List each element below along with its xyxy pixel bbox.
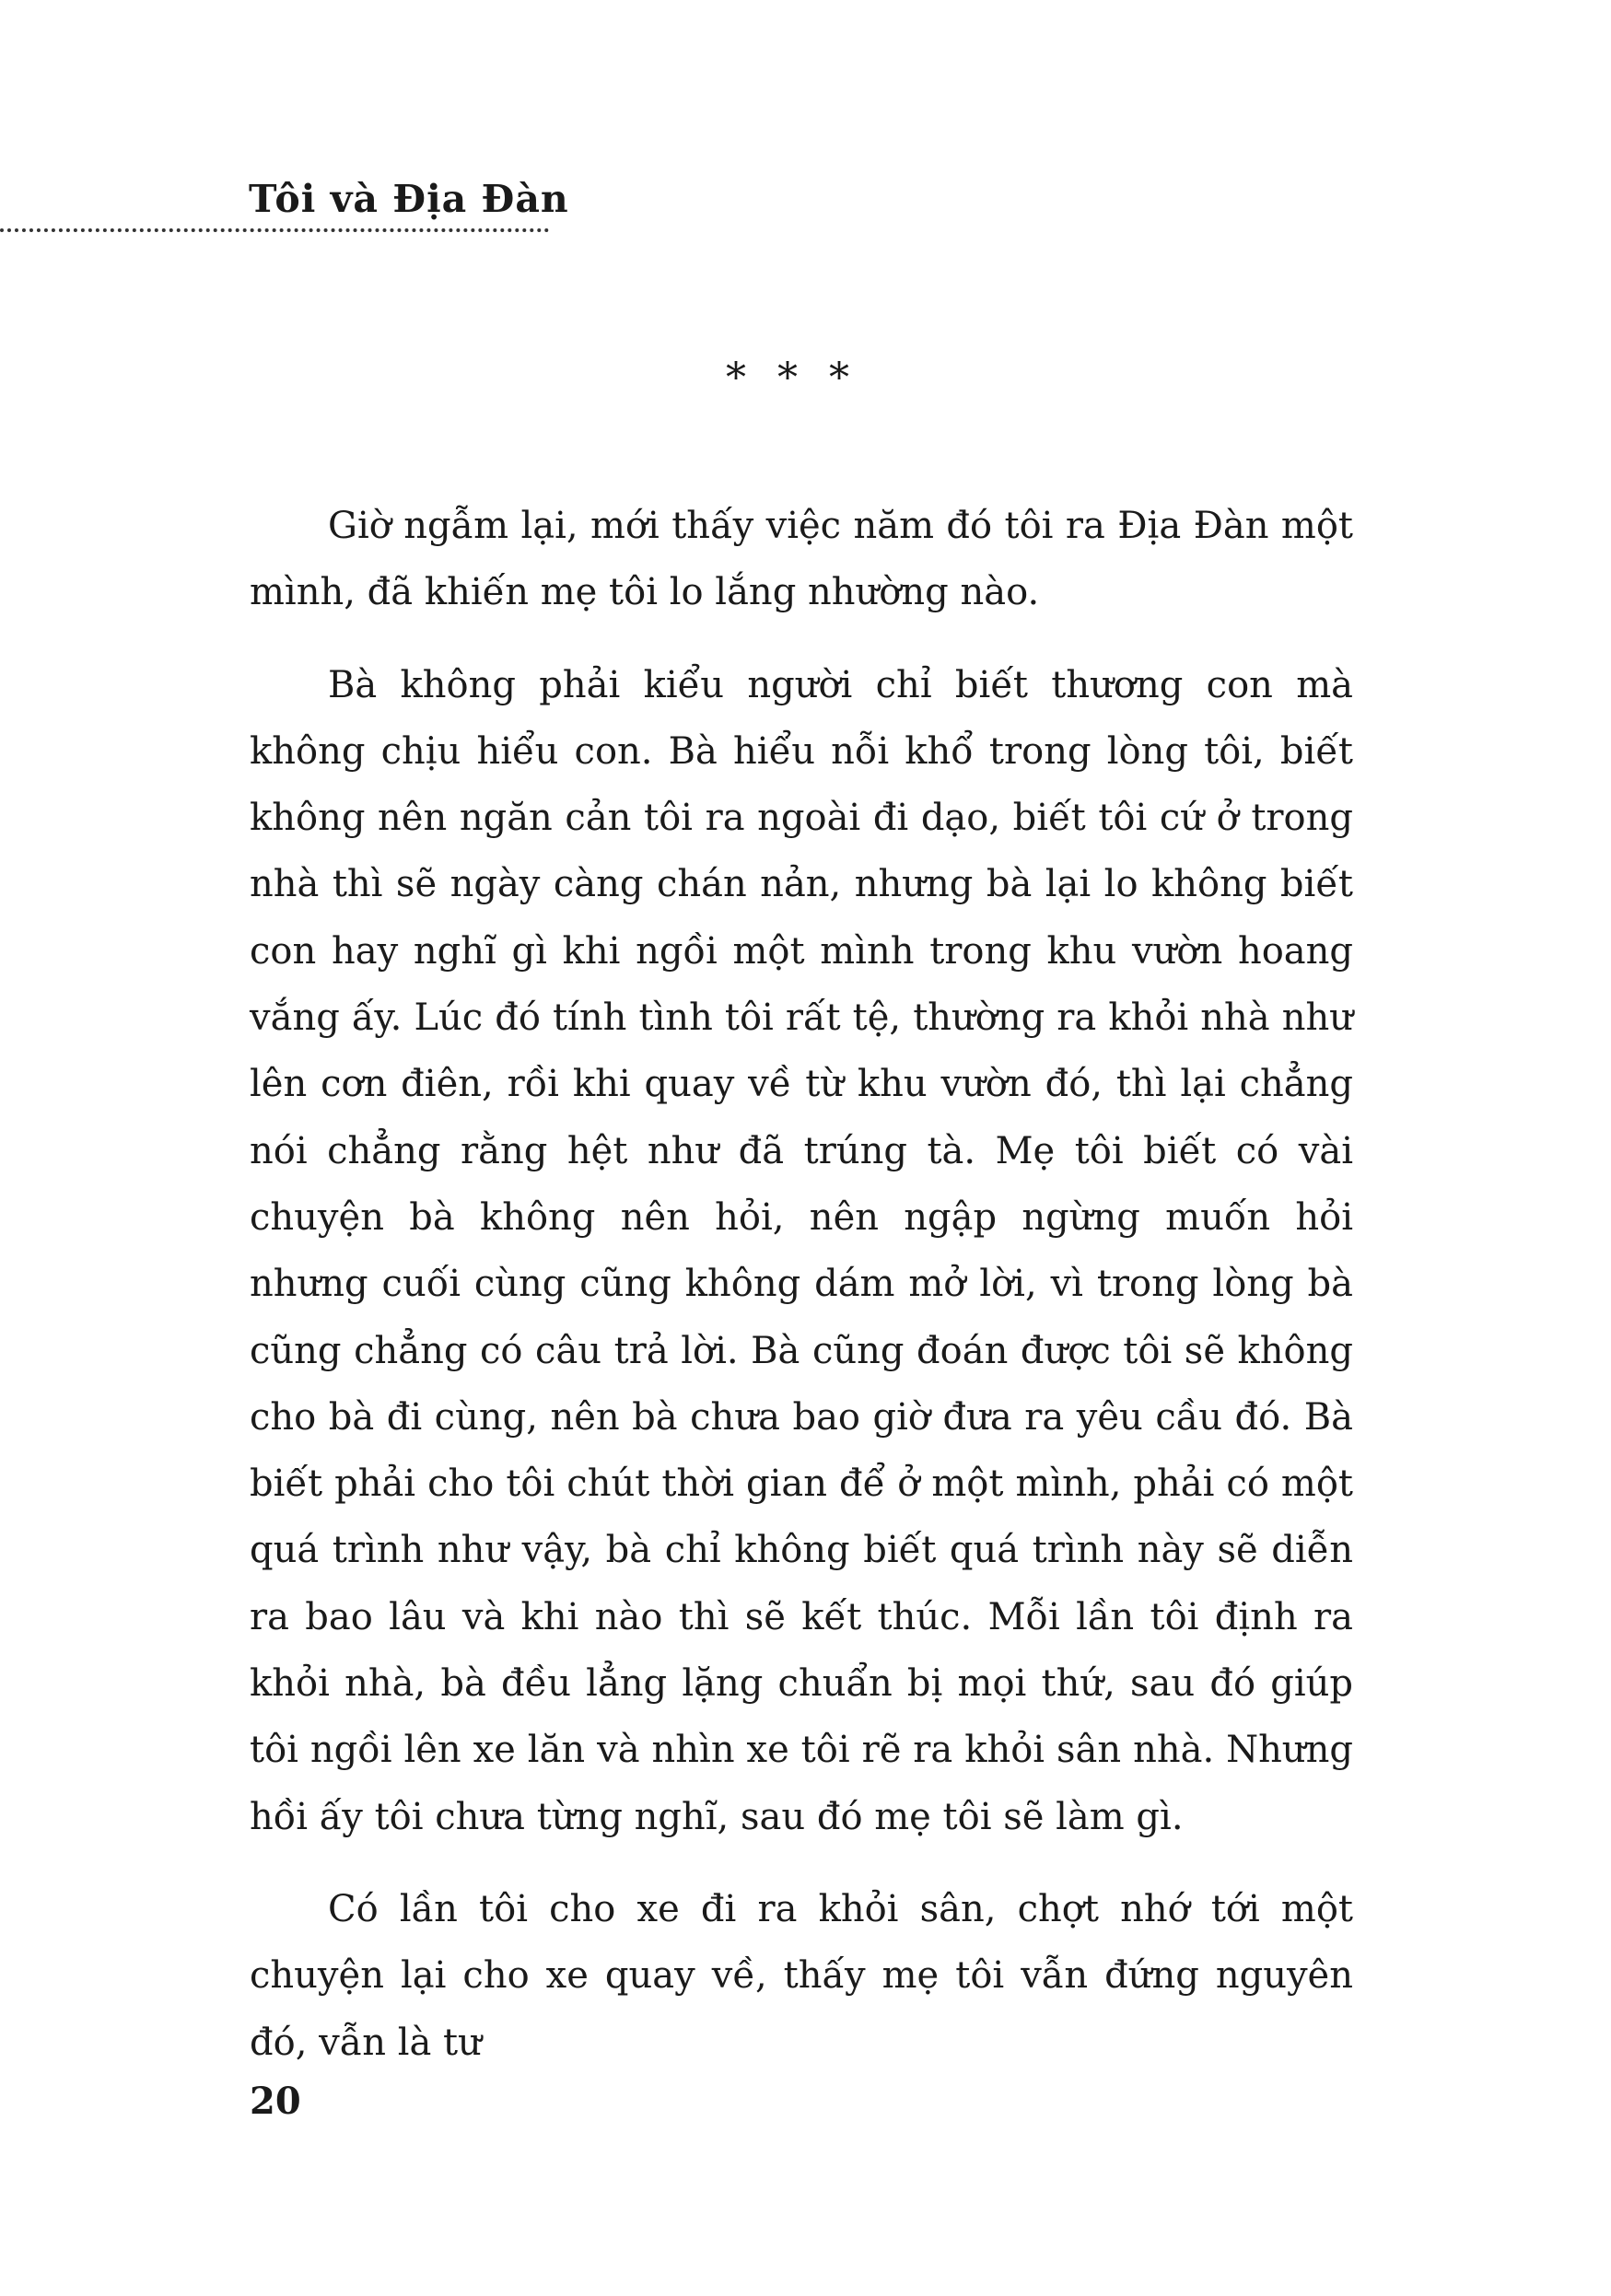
paragraph-3: Có lần tôi cho xe đi ra khỏi sân, chợt nhớ tới một chuyện lại cho xe quay về, thấy mẹ tôi vẫn đứng nguyên đó, vẫn là tư bbox=[250, 1887, 1353, 2064]
body-text bbox=[250, 493, 1353, 2102]
paragraph-2: Bà không phải kiểu người chỉ biết thương con mà không chịu hiểu con. Bà hiểu nỗi khổ trong lòng tôi, biết không nên ngăn cản tôi ra ngoài đi dạo, biết tôi cứ ở trong nhà thì sẽ ngày càng chán nản, nhưng bà lại lo không biết con hay nghĩ gì khi ngồi một mình trong khu vườn hoang vắng ấy. Lúc đó tính tình tôi rất tệ, thường ra khỏi nhà như lên cơn điên, rồi khi quay về từ khu vườn đó, thì lại chẳng nói chẳng rằng hệt như đã trúng tà. Mẹ tôi biết có vài chuyện bà không nên hỏi, nên ngập ngừng muốn hỏi nhưng cuối cùng cũng không dám mở lời, vì trong lòng bà cũng chẳng có câu trả lời. Bà cũng đoán được tôi sẽ không cho bà đi cùng, nên bà chưa bao giờ đưa ra yêu cầu đó. Bà biết phải cho tôi chút thời gian để ở một mình, phải có một quá trình như vậy, bà chỉ không biết quá trình này sẽ diễn ra bao lâu và khi nào thì sẽ kết thúc. Mỗi lần tôi định ra khỏi nhà, bà đều lẳng lặng chuẩn bị mọi thứ, sau đó giúp tôi ngồi lên xe lăn và nhìn xe tôi rẽ ra khỏi sân nhà. Nhưng hồi ấy tôi chưa từng nghĩ, sau đó mẹ tôi sẽ làm gì. bbox=[250, 663, 1353, 1838]
header-dotted-rule bbox=[0, 228, 549, 232]
page-number: 20 bbox=[250, 2080, 301, 2123]
section-divider: * * * bbox=[726, 355, 858, 402]
header-title: Tôi và Địa Đàn bbox=[249, 177, 569, 221]
paragraph-1: Giờ ngẫm lại, mới thấy việc năm đó tôi ra Địa Đàn một mình, đã khiến mẹ tôi lo lắng nhường nào. bbox=[250, 505, 1353, 614]
